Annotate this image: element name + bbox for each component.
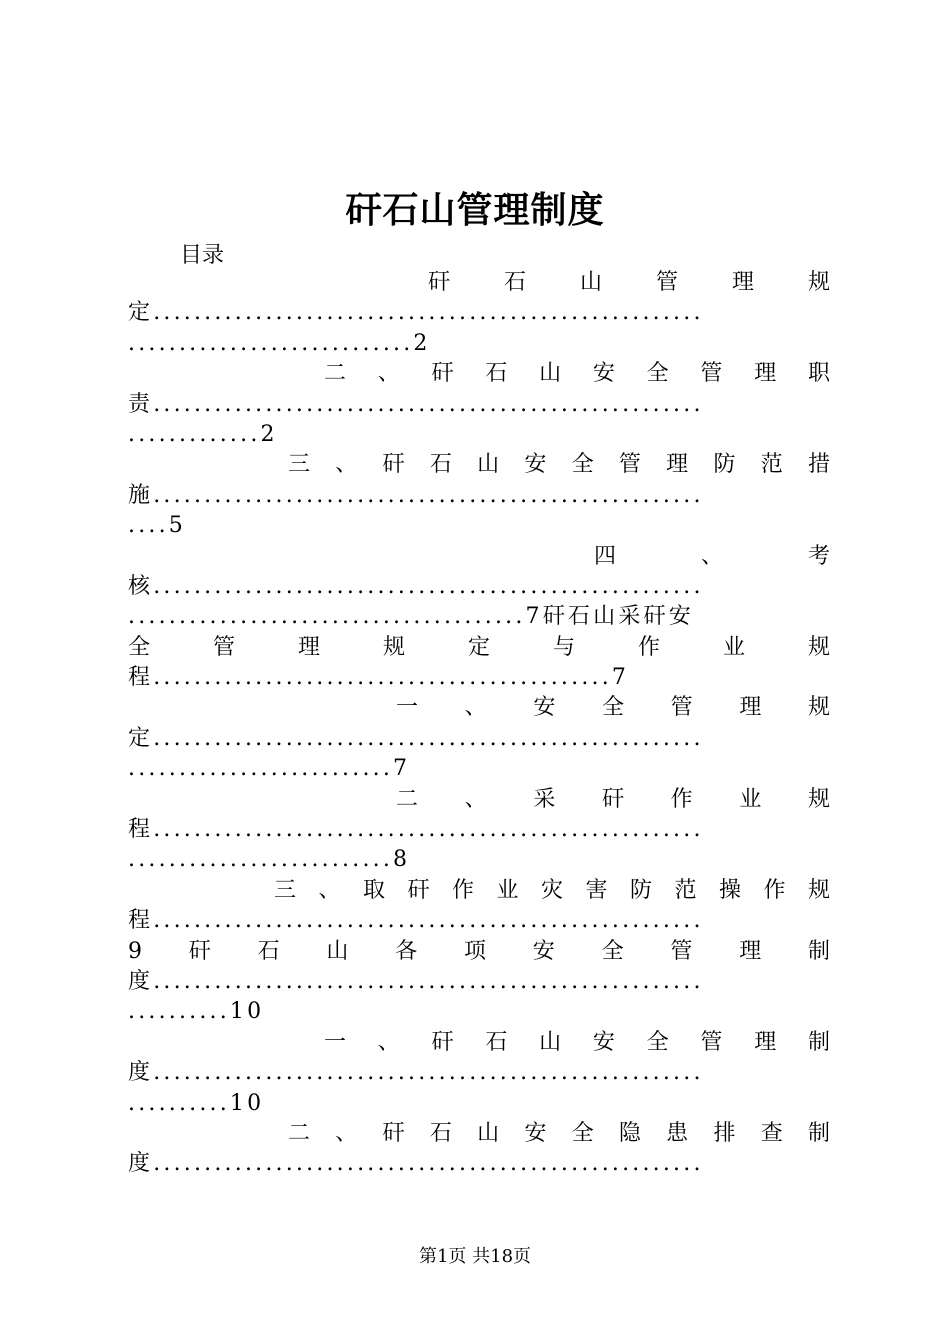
toc-heading: 目录 bbox=[180, 243, 225, 268]
toc-line: 度...................................................... bbox=[128, 1060, 704, 1086]
toc-line: ..........................7 bbox=[128, 756, 411, 782]
toc-line: 二、矸石山安全隐患排查制 bbox=[288, 1120, 830, 1146]
toc-line: ..........................8 bbox=[128, 847, 411, 873]
toc-line: 全管理规定与作业规 bbox=[128, 634, 830, 660]
toc-line: 程...................................................... bbox=[128, 908, 704, 934]
toc-line: 责...................................................... bbox=[128, 391, 704, 417]
page-footer: 第1页 共18页 bbox=[418, 1246, 532, 1267]
toc-line: 二、矸石山安全管理职 bbox=[324, 361, 830, 387]
toc-line: 二、采矸作业规 bbox=[396, 786, 830, 812]
toc-line: 程.............................................7 bbox=[128, 665, 630, 691]
toc-line: .......................................7矸石山采矸安 bbox=[128, 604, 694, 630]
toc-line: 程...................................................... bbox=[128, 817, 704, 843]
toc-line: ............................2 bbox=[128, 330, 431, 356]
toc-line: 定...................................................... bbox=[128, 725, 704, 751]
toc-line: 度...................................................... bbox=[128, 968, 704, 994]
toc-line: 度...................................................... bbox=[128, 1151, 704, 1177]
toc-line: 矸石山管理规 bbox=[428, 270, 830, 295]
toc-line: 定...................................................... bbox=[128, 300, 704, 326]
toc-line: 9矸石山各项安全管理制 bbox=[128, 938, 830, 964]
toc-line: 三、取矸作业灾害防范操作规 bbox=[274, 877, 830, 903]
toc-line: 一、矸石山安全管理制 bbox=[324, 1029, 830, 1055]
toc-line: ..........10 bbox=[128, 1090, 265, 1116]
toc-line: 四、考 bbox=[594, 543, 830, 569]
toc-line: .............2 bbox=[128, 421, 278, 447]
toc-body bbox=[128, 268, 830, 1180]
toc-line: 施...................................................... bbox=[128, 482, 704, 508]
toc-line: ..........10 bbox=[128, 999, 265, 1025]
toc-line: 三、矸石山安全管理防范措 bbox=[288, 452, 830, 478]
toc-line: 一、安全管理规 bbox=[396, 695, 830, 721]
toc-line: 核...................................................... bbox=[128, 573, 704, 599]
document-title: 矸石山管理制度 bbox=[345, 189, 605, 231]
toc-line: ....5 bbox=[128, 513, 186, 539]
